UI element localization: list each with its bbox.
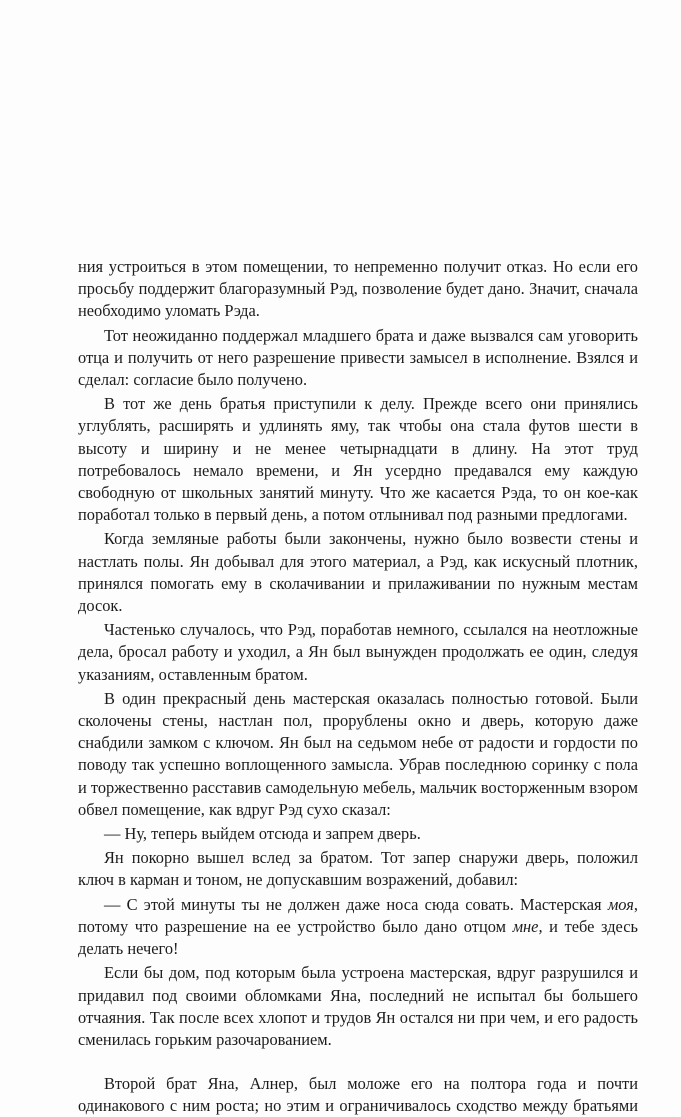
- dialogue-line: — С этой минуты ты не должен даже носа сюда совать. Мастерская моя, потому что разрешение на ее устройство было дано отцом мне, и тебе здесь делать нечего!: [78, 894, 638, 959]
- paragraph: ния устроиться в этом помещении, то непременно получит отказ. Но если его просьбу поддержит благоразумный Рэд, позволение будет дано. Значит, сначала необходимо уломать Рэда.: [78, 257, 638, 321]
- body-text: [78, 256, 638, 1117]
- emphasis: моя: [607, 894, 634, 914]
- paragraph: Второй брат Яна, Алнер, был моложе его на полтора года и почти одинакового с ним роста; но этим и ограничивалось сходство между братьями: [78, 1074, 638, 1116]
- paragraph: В тот же день братья приступили к делу. Прежде всего они принялись углублять, расширять и удлинять яму, так чтобы она стала футов шести в высоту и ширину и не менее четырнадцати в длину. На этот труд потребовалось немало времени, и Ян усердно предавался ему каждую свободную от школьных занятий минуту. Что же касается Рэда, то он кое-как поработал только в первый день, а потом отлынивал под разными предлогами.: [78, 394, 638, 525]
- paragraph: Частенько случалось, что Рэд, поработав немного, ссылался на неотложные дела, бросал работу и уходил, а Ян был вынужден продолжать ее один, следуя указаниям, оставленным братом.: [78, 620, 638, 684]
- dialogue-line: — Ну, теперь выйдем отсюда и запрем дверь.: [104, 824, 421, 844]
- paragraph: В один прекрасный день мастерская оказалась полностью готовой. Были сколочены стены, настлан пол, прорублены окно и дверь, которую даже снабдили замком с ключом. Ян был на седьмом небе от радости и гордости по поводу так успешно воплощенного замысла. Убрав последнюю соринку с пола и торжественно расставив самодельную мебель, мальчик восторженным взором обвел помещение, как вдруг Рэд сухо сказал:: [78, 688, 638, 819]
- paragraph: Тот неожиданно поддержал младшего брата и даже вызвался сам уговорить отца и получить от него разрешение привести замысел в исполнение. Взялся и сделал: согласие было получено.: [78, 325, 638, 390]
- paragraph: Когда земляные работы были закончены, нужно было возвести стены и настлать полы. Ян добывал для этого материал, а Рэд, как искусный плотник, принялся помогать ему в сколачивании и прилаживании по нужным местам досок.: [78, 529, 638, 616]
- paragraph: Если бы дом, под которым была устроена мастерская, вдруг разрушился и придавил под своими обломками Яна, последний не испытал бы большего отчаяния. Так после всех хлопот и трудов Ян остался ни при чем, и его радость сменилась горьким разочарованием.: [78, 963, 638, 1049]
- emphasis: мне,: [512, 916, 543, 936]
- paragraph: Ян покорно вышел вслед за братом. Тот запер снаружи дверь, положил ключ в карман и тоном, не допускавшим возражений, добавил:: [78, 848, 638, 890]
